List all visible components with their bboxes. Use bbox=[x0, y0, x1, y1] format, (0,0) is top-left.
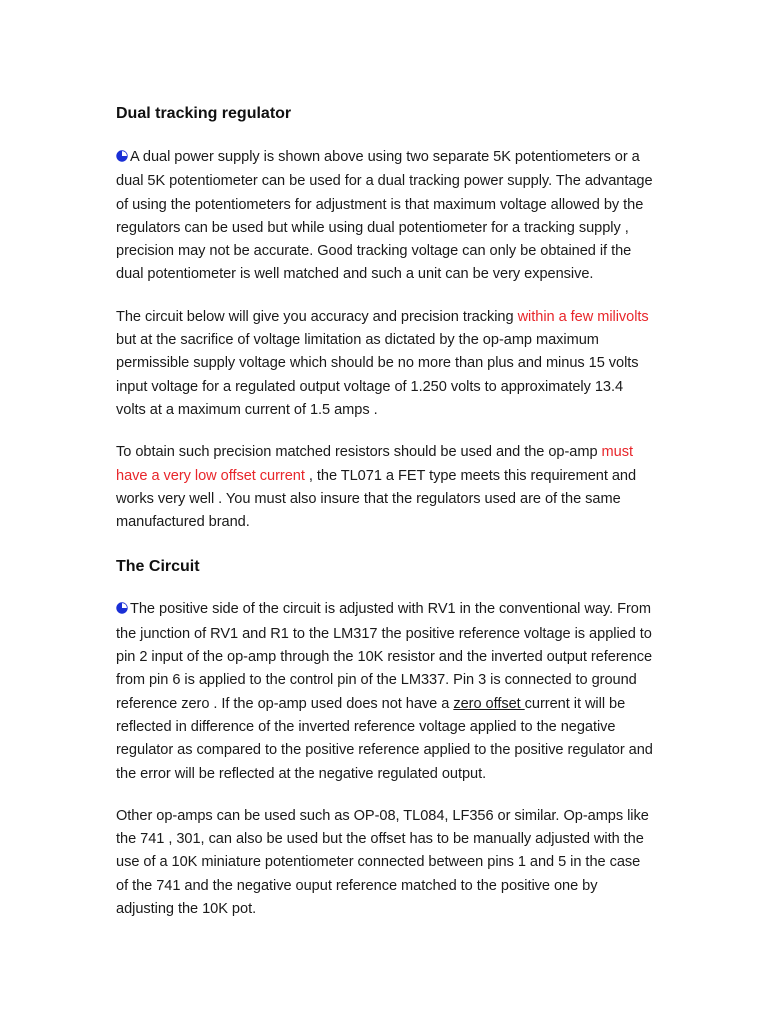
paragraph-precision-text-a: The circuit below will give you accuracy and precision tracking bbox=[116, 308, 518, 325]
paragraph-intro-text: A dual power supply is shown above using two separate 5K potentiometers or a dual 5K potentiometer can be used for a dual tracking power supply. The advantage of using the potentiometers for adjustment is that maximum voltage allowed by the regulators can be used but while using dual potentiometer for a tracking supply , precision may not be accurate. Good tracking voltage can only be obtained if the dual potentiometer is well matched and such a unit can be very expensive. bbox=[116, 149, 653, 283]
paragraph-matched-text-b: , the TL071 a FET type meets this requirement and works very well . You must also insure that the regulators used are of the same manufactured brand. bbox=[116, 467, 637, 531]
section-heading-dual-tracking: Dual tracking regulator bbox=[116, 105, 292, 122]
paragraph-precision-text-b: but at the sacrifice of voltage limitation as dictated by the op-amp maximum permissible supply voltage which should be no more than plus and minus 15 volts input voltage for a regulated output voltage of 1.250 volts to approximately 13.4 volts at a maximum current of 1.5 amps . bbox=[116, 332, 639, 418]
paragraph-other-op-amps: Other op-amps can be used such as OP-08, TL084, LF356 or similar. Op-amps like the 741 , 301, can also be used but the offset has to be manually adjusted with the use of a 10K miniature potentiometer connected between pins 1 and 5 in the case of the 741 and the negative ouput reference matched to the positive one by adjusting the 10K pot. bbox=[116, 807, 649, 918]
section-heading-the-circuit: The Circuit bbox=[116, 558, 200, 576]
underlined-zero-offset: zero offset bbox=[453, 695, 525, 712]
paragraph-circuit-text-a: The positive side of the circuit is adjusted with RV1 in the conventional way. From the junction of RV1 and R1 to the LM317 the positive reference voltage is applied to pin 2 input of the op-amp through the 10K resistor and the inverted output reference from pin 6 is applied to the control pin of the LM337. Pin 3 is connected to ground reference zero . If the op-amp used does not have a bbox=[116, 601, 653, 712]
highlight-within-few-millivolts: within a few milivolts bbox=[517, 308, 649, 325]
paragraph-circuit-description bbox=[116, 598, 656, 785]
article-body bbox=[116, 100, 656, 940]
paragraph-matched-text-a: To obtain such precision matched resistors should be used and the op-amp bbox=[116, 444, 602, 461]
paragraph-matched-resistors bbox=[116, 441, 656, 534]
blue-bullet-icon bbox=[116, 147, 128, 170]
highlight-low-offset-current: must have a very low offset current bbox=[116, 444, 633, 484]
paragraph-intro bbox=[116, 146, 656, 287]
paragraph-precision bbox=[116, 306, 656, 422]
blue-bullet-icon bbox=[116, 599, 128, 622]
paragraph-circuit-text-b: current it will be reflected in difference of the inverted reference voltage applied to the negative regulator as compared to the positive reference applied to the positive regulator and the error will be reflected at the negative regulated output. bbox=[116, 695, 653, 782]
